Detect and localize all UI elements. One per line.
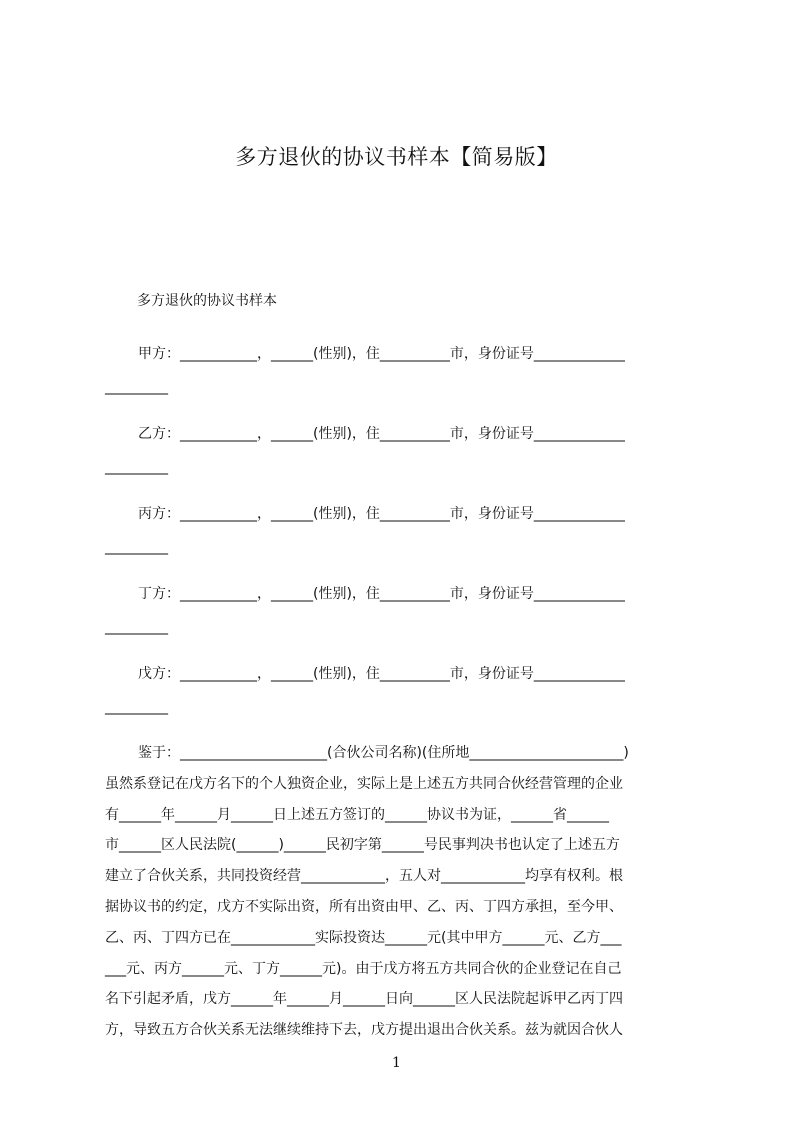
party-line: 丁方：___________，______(性别)，住__________市，身份证号_____________	[138, 586, 625, 602]
paragraph-line: 虽然系登记在戊方名下的个人独资企业，实际上是上述五方共同合伙经营管理的企业	[105, 775, 623, 792]
document-subtitle: 多方退伙的协议书样本	[137, 293, 277, 309]
paragraph-line: 建立了合伙关系，共同投资经营____________，五人对____________均享有权利。根	[105, 868, 623, 885]
paragraph-line: ___元、丙方______元、丁方______元)。由于戊方将五方共同合伙的企业登记在自己	[105, 960, 622, 977]
document-title: 多方退伙的协议书样本【简易版】	[235, 145, 558, 169]
paragraph-line: 鉴于：_____________________(合伙公司名称)(住所地______________________)	[138, 745, 629, 761]
party-jia	[105, 338, 701, 404]
party-bing	[105, 498, 701, 564]
party-line-continued: _________	[105, 379, 168, 395]
party-line: 乙方：___________，______(性别)，住__________市，身份证号_____________	[138, 426, 625, 442]
whereas-paragraph	[105, 738, 701, 1046]
party-line-continued: _________	[105, 459, 168, 475]
paragraph-line: 据协议书的约定，戊方不实际出资，所有出资由甲、乙、丙、丁四方承担，至今甲、	[105, 898, 623, 915]
paragraph-line: 乙、丙、丁四方已在____________实际投资达______元(其中甲方______元、乙方___	[105, 929, 622, 946]
party-wu	[105, 658, 701, 724]
party-line: 戊方：___________，______(性别)，住__________市，身份证号_____________	[138, 666, 625, 682]
page-number: 1	[392, 1055, 401, 1071]
paragraph-line: 市______区人民法院(______)______民初字第______号民事判决书也认定了上述五方	[105, 837, 620, 854]
party-line-continued: _________	[105, 539, 168, 555]
party-line: 甲方：___________，______(性别)，住__________市，身份证号_____________	[138, 346, 625, 362]
party-yi	[105, 418, 701, 484]
paragraph-line: 有______年______月______日上述五方签订的______协议书为证，______省______	[105, 806, 609, 823]
party-line: 丙方：___________，______(性别)，住__________市，身份证号_____________	[138, 506, 625, 522]
party-line-continued: _________	[105, 699, 168, 715]
paragraph-line: 名下引起矛盾，戊方______年______月______日向______区人民法院起诉甲乙丙丁四	[105, 991, 623, 1008]
party-ding	[105, 578, 701, 644]
paragraph-line: 方，导致五方合伙关系无法继续维持下去，戊方提出退出合伙关系。兹为就因合伙人	[105, 1022, 623, 1039]
party-line-continued: _________	[105, 619, 168, 635]
